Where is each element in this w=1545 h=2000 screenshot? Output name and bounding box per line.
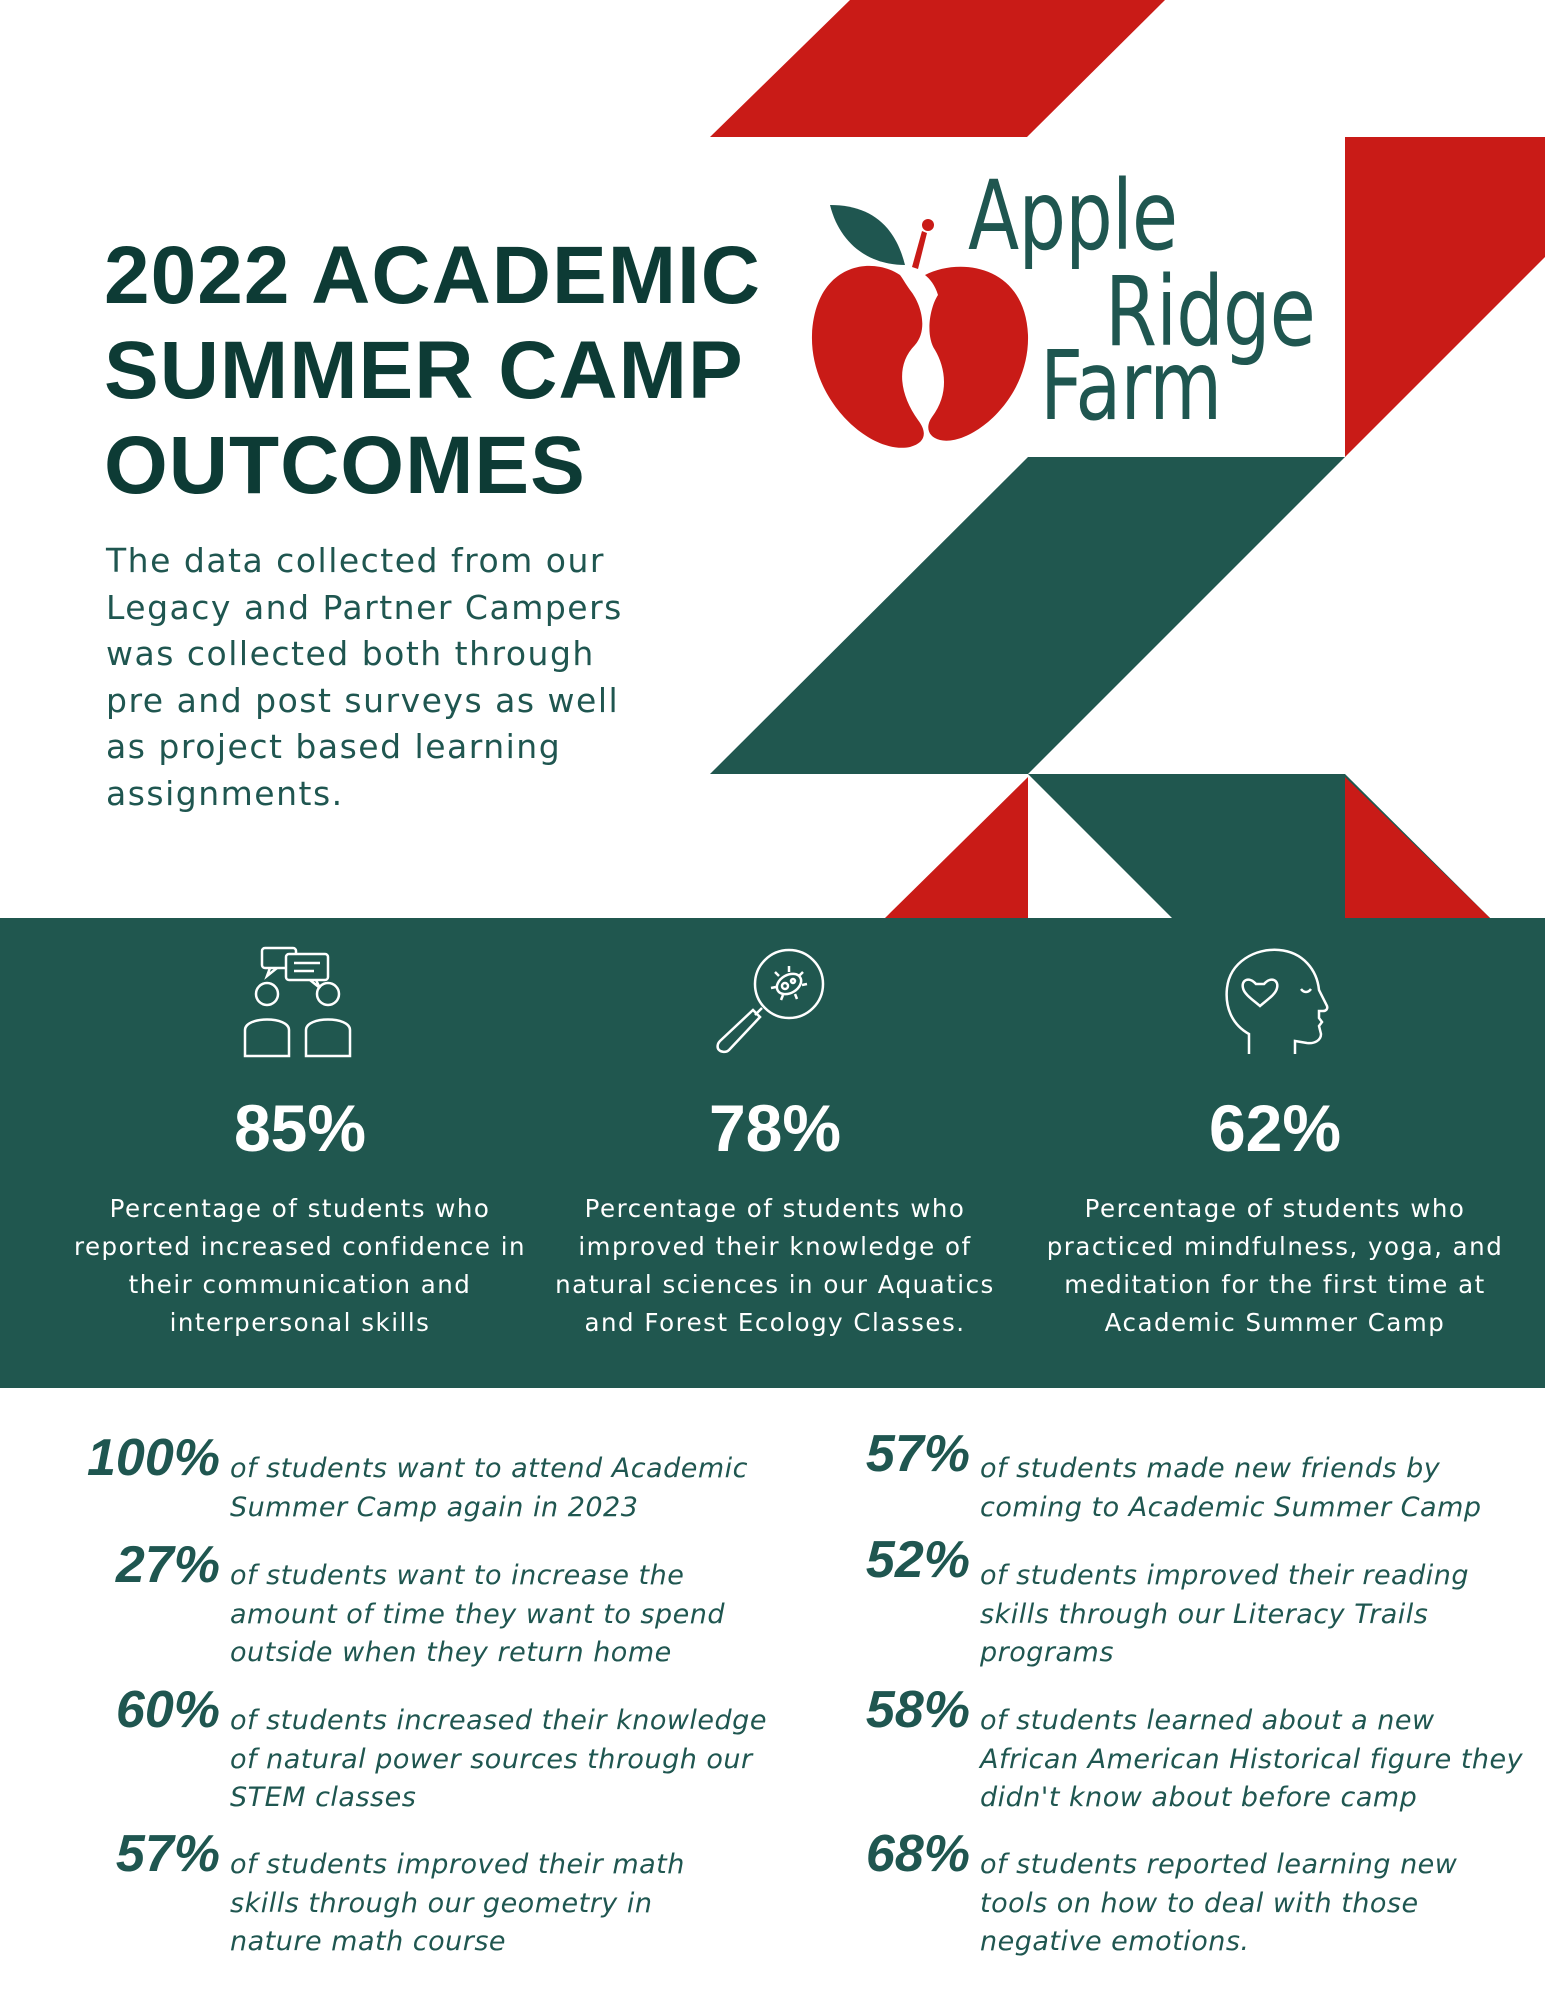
logo-word-ridge: Ridge xyxy=(1105,256,1316,368)
fact-item xyxy=(770,1530,970,1610)
fact-text: of students want to attend Academic Summer Camp again in 2023 xyxy=(230,1453,748,1523)
fact-item xyxy=(980,1545,1540,1668)
fact-item xyxy=(10,1824,220,1904)
fact-value: 57% xyxy=(865,1425,970,1483)
title-line-3: OUTCOMES xyxy=(104,420,586,511)
fact-item xyxy=(10,1535,220,1615)
fact-text: of students reported learning new tools on how to deal with those negative emotions. xyxy=(980,1849,1458,1957)
fact-item xyxy=(980,1834,1540,1957)
top-red-parallelogram xyxy=(710,0,1165,137)
head-heart-icon xyxy=(1215,944,1335,1064)
fact-value: 100% xyxy=(87,1429,220,1487)
stat-value: 62% xyxy=(1208,1091,1342,1165)
fact-value: 52% xyxy=(865,1531,970,1589)
fact-item xyxy=(10,1428,220,1548)
fact-item xyxy=(230,1438,770,1538)
title-line-1: 2022 ACADEMIC xyxy=(104,230,762,321)
fact-value: 68% xyxy=(865,1825,970,1883)
fact-item xyxy=(980,1690,1540,1813)
stat-value: 85% xyxy=(233,1091,367,1165)
intro-paragraph: The data collected from our Legacy and Partner Campers was collected both through pre and post surveys as well as project based learning assignments. xyxy=(106,541,623,813)
logo-word-farm: Farm xyxy=(1040,330,1222,442)
fact-value: 60% xyxy=(115,1681,220,1739)
fact-value: 57% xyxy=(115,1825,220,1883)
fact-item xyxy=(770,1824,970,1904)
fact-item xyxy=(230,1545,770,1668)
fact-item xyxy=(230,1834,770,1957)
bottom-left-red-triangle xyxy=(885,777,1028,918)
stat-description: Percentage of students who practiced mindfulness, yoga, and meditation for the first time at Academic Summer Camp xyxy=(1046,1194,1504,1337)
fact-item xyxy=(770,1680,970,1760)
logo-word-apple: Apple xyxy=(968,160,1178,272)
fact-text: of students improved their reading skills through our Literacy Trails programs xyxy=(980,1560,1469,1668)
fact-item xyxy=(770,1424,970,1504)
fact-text: of students made new friends by coming to Academic Summer Camp xyxy=(980,1453,1482,1523)
right-red-triangle xyxy=(1345,137,1545,457)
fact-item xyxy=(230,1690,770,1813)
conversation-people-icon xyxy=(240,944,360,1064)
fact-item xyxy=(980,1438,1540,1538)
fact-text: of students learned about a new African American Historical figure they didn't know about before camp xyxy=(980,1705,1524,1813)
stat-description: Percentage of students who reported increased confidence in their communication and interpersonal skills xyxy=(73,1194,527,1337)
fact-text: of students improved their math skills through our geometry in nature math course xyxy=(230,1849,685,1957)
fact-value: 58% xyxy=(865,1681,970,1739)
stats-band xyxy=(0,918,1545,1388)
green-parallelogram xyxy=(710,457,1345,774)
fact-value: 27% xyxy=(115,1536,220,1594)
stat-value: 78% xyxy=(708,1091,842,1165)
title-line-2: SUMMER CAMP xyxy=(104,325,744,416)
stat-description: Percentage of students who improved their knowledge of natural sciences in our Aquatics and Forest Ecology Classes. xyxy=(555,1194,995,1337)
magnifying-glass-bacteria-icon xyxy=(715,944,835,1064)
fact-item xyxy=(10,1680,220,1760)
fact-text: of students increased their knowledge of natural power sources through our STEM classes xyxy=(230,1705,767,1813)
page-title xyxy=(104,228,804,513)
fact-text: of students want to increase the amount of time they want to spend outside when they return home xyxy=(230,1560,725,1668)
